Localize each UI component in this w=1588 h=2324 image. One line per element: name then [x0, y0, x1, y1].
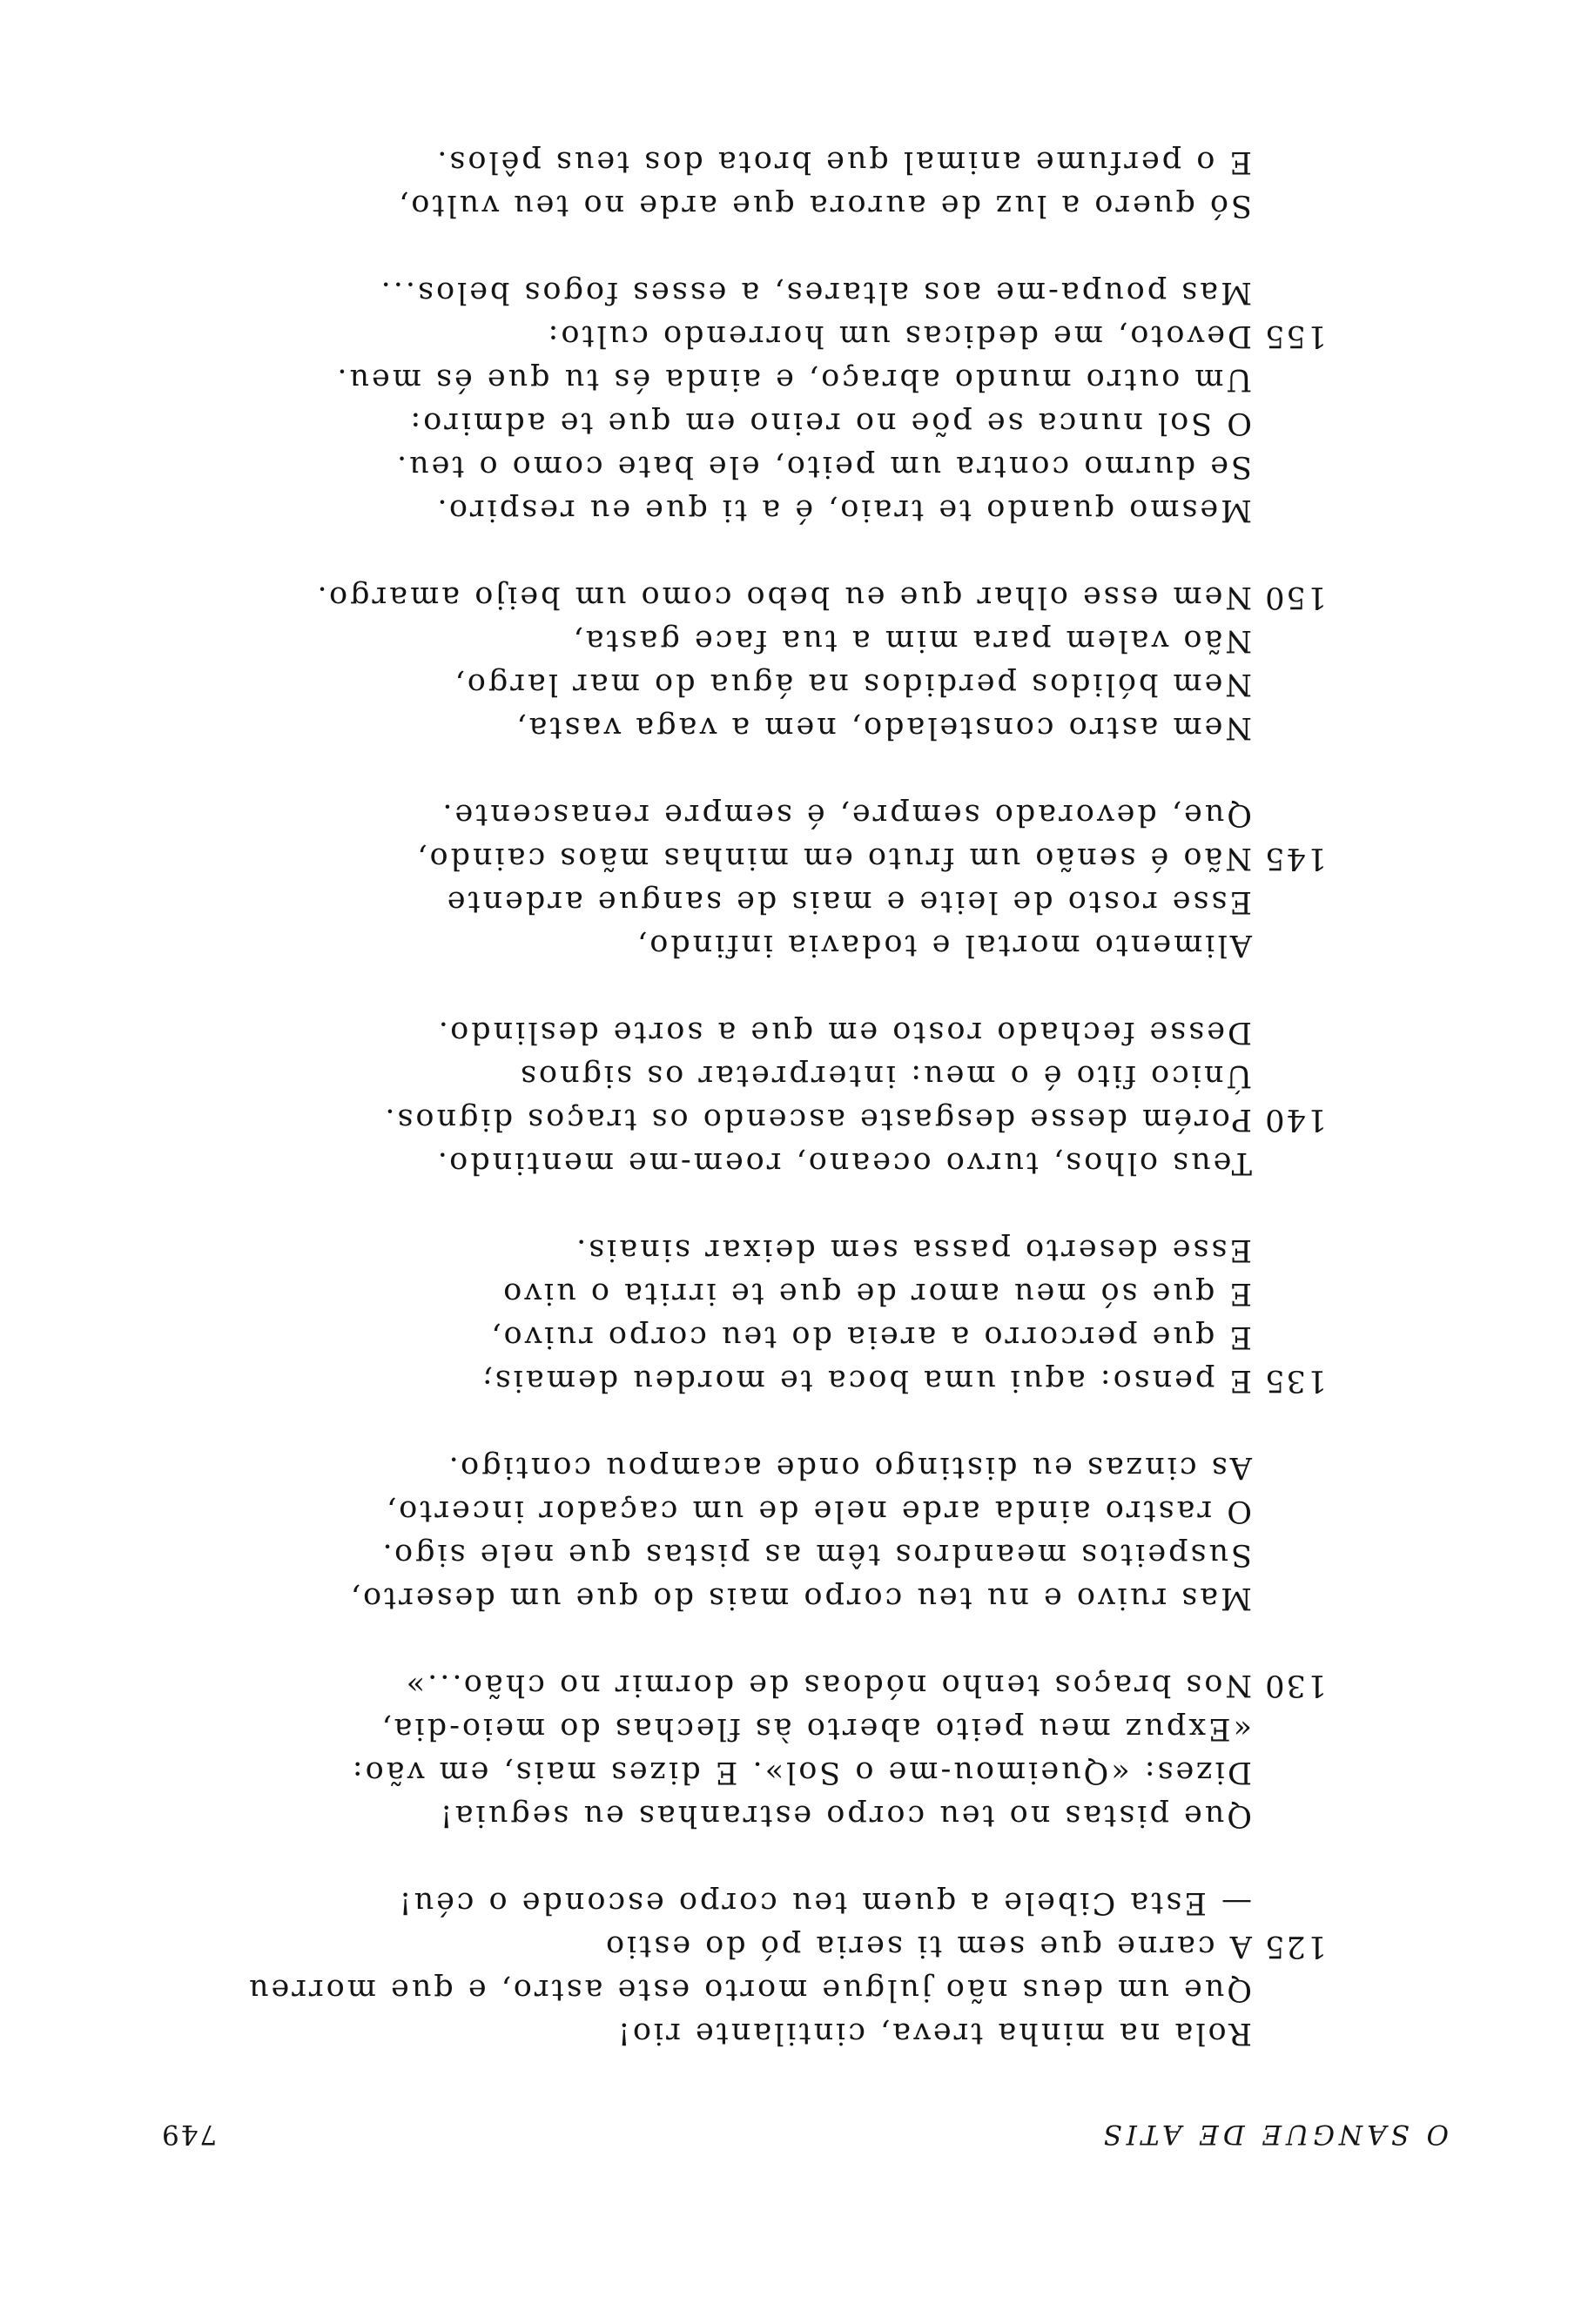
poem-line: [0, 924, 1588, 967]
poem-line: [0, 1794, 1588, 1837]
poem-line: [0, 836, 1588, 880]
poem-line: [0, 662, 1588, 706]
poem-line: [0, 1533, 1588, 1576]
line-text: Nem esse olhar que eu bebo como um beijo amargo.: [314, 580, 1252, 615]
running-title: O SANGUE DE ATIS: [1099, 2119, 1449, 2150]
line-text: Único fito é o meu: interpretar os signos: [517, 1058, 1252, 1093]
line-text: Nem astro constelado, nem a vaga vasta,: [514, 710, 1252, 745]
poem-line: [0, 1968, 1588, 2012]
line-text: Não valem para mim a tua face gasta,: [570, 623, 1252, 658]
poem-line: [0, 1272, 1588, 1315]
line-text: E penso: aqui uma boca te mordeu demais;: [479, 1363, 1252, 1398]
poem-line: [0, 1315, 1588, 1359]
line-text: Não é senão um fruto em minhas mãos caindo,: [414, 841, 1252, 876]
line-text: Mas ruivo e nu teu corpo mais do que um deserto,: [347, 1581, 1252, 1615]
poem-line: [0, 1924, 1588, 1968]
line-text: Teus olhos, turvo oceano, roem-me mentindo.: [434, 1145, 1252, 1180]
line-text: Que um deus não julgue morto este astro, e que morreu: [246, 1972, 1252, 2007]
line-text: Nos braços tenho nódoas de dormir no chão...»: [403, 1668, 1252, 1703]
line-text: Porém desse desgaste ascendo os traços dignos.: [382, 1102, 1252, 1137]
line-text: Mesmo quando te traio, é a ti que eu respiro.: [434, 493, 1252, 527]
poem-line: [0, 1141, 1588, 1185]
poem-line: [0, 1054, 1588, 1098]
poem-line: [0, 1359, 1588, 1402]
poem-line: [0, 1576, 1588, 1620]
line-text: Devoto, me dedicas um horrendo culto:: [545, 319, 1252, 353]
running-head: [160, 2115, 1449, 2150]
line-text: Um outro mundo abraço, e ainda és tu que és meu.: [334, 362, 1252, 397]
line-number: 125: [1263, 1929, 1327, 1964]
poem-line: [0, 575, 1588, 619]
poem-line: [0, 488, 1588, 532]
line-number: 150: [1263, 580, 1327, 615]
line-text: E que só meu amor de que te irrita o uivo: [501, 1276, 1252, 1311]
poem-line: [0, 1228, 1588, 1272]
line-text: Esse deserto passa sem deixar sinais.: [574, 1233, 1252, 1267]
poem-line: [0, 706, 1588, 749]
line-text: Desse fechado rosto em que a sorte deslindo.: [435, 1015, 1252, 1050]
page-number: 749: [160, 2119, 218, 2150]
poem-body: [0, 140, 1588, 2055]
poem-line: [0, 1663, 1588, 1707]
poem-line: [0, 793, 1588, 836]
line-text: E o perfume animal que brota dos teus pêlos.: [434, 144, 1252, 179]
poem-line: [0, 140, 1588, 184]
poem-line: [0, 1881, 1588, 1924]
line-number: 145: [1263, 841, 1327, 876]
line-number: 130: [1263, 1668, 1327, 1703]
poem-line: [0, 314, 1588, 358]
line-text: «Expuz meu peito aberto às flechas do meio-dia,: [379, 1711, 1252, 1746]
line-text: Mas poupa-me aos altares, a esses fogos belos...: [378, 275, 1252, 310]
line-text: Só quero a luz de aurora que arde no teu vulto,: [396, 188, 1252, 223]
line-text: A carne que sem ti seria pó do estio: [603, 1929, 1252, 1964]
line-number: 155: [1263, 319, 1327, 353]
poem-line: [0, 1446, 1588, 1489]
poem-line: [0, 184, 1588, 227]
line-number: 140: [1263, 1102, 1327, 1137]
poem-line: [0, 445, 1588, 488]
line-text: E que percorro a areia do teu corpo ruivo,: [488, 1320, 1252, 1354]
poem-line: [0, 1750, 1588, 1794]
line-text: Que, devorado sempre, é sempre renascente.: [440, 797, 1252, 832]
line-number: 135: [1263, 1363, 1327, 1398]
line-text: As cinzas eu distingo onde acampou contigo.: [446, 1450, 1252, 1485]
poem-line: [0, 880, 1588, 924]
poem-line: [0, 2012, 1588, 2055]
line-text: — Esta Cibele a quem teu corpo esconde o céu!: [396, 1885, 1252, 1920]
line-text: Esse rosto de leite e mais de sangue ardente: [444, 884, 1252, 919]
poem-line: [0, 1098, 1588, 1141]
poem-line: [0, 401, 1588, 445]
line-text: Que pistas no teu corpo estranhas eu seguia!: [437, 1798, 1252, 1833]
line-text: O Sol nunca se põe no reino em que te admiro:: [407, 406, 1252, 440]
poem-line: [0, 1707, 1588, 1750]
poem-line: [0, 358, 1588, 401]
line-text: Suspeitos meandros têm as pistas que nele sigo.: [380, 1537, 1252, 1572]
line-text: O rastro ainda arde nele de um caçador incerto,: [384, 1494, 1252, 1528]
line-text: Rola na minha treva, cintilante rio!: [615, 2016, 1252, 2051]
poem-line: [0, 1489, 1588, 1533]
poem-line: [0, 619, 1588, 662]
poem-line: [0, 271, 1588, 314]
line-text: Dizes: «Queimou-me o Sol». E dizes mais, em vão:: [349, 1755, 1252, 1790]
line-text: Alimento mortal e todavia infindo,: [635, 928, 1252, 963]
poem-line: [0, 1011, 1588, 1054]
line-text: Nem bólidos perdidos na água do mar largo,: [452, 667, 1252, 702]
line-text: Se durmo contra um peito, ele bate como o teu.: [394, 449, 1252, 484]
